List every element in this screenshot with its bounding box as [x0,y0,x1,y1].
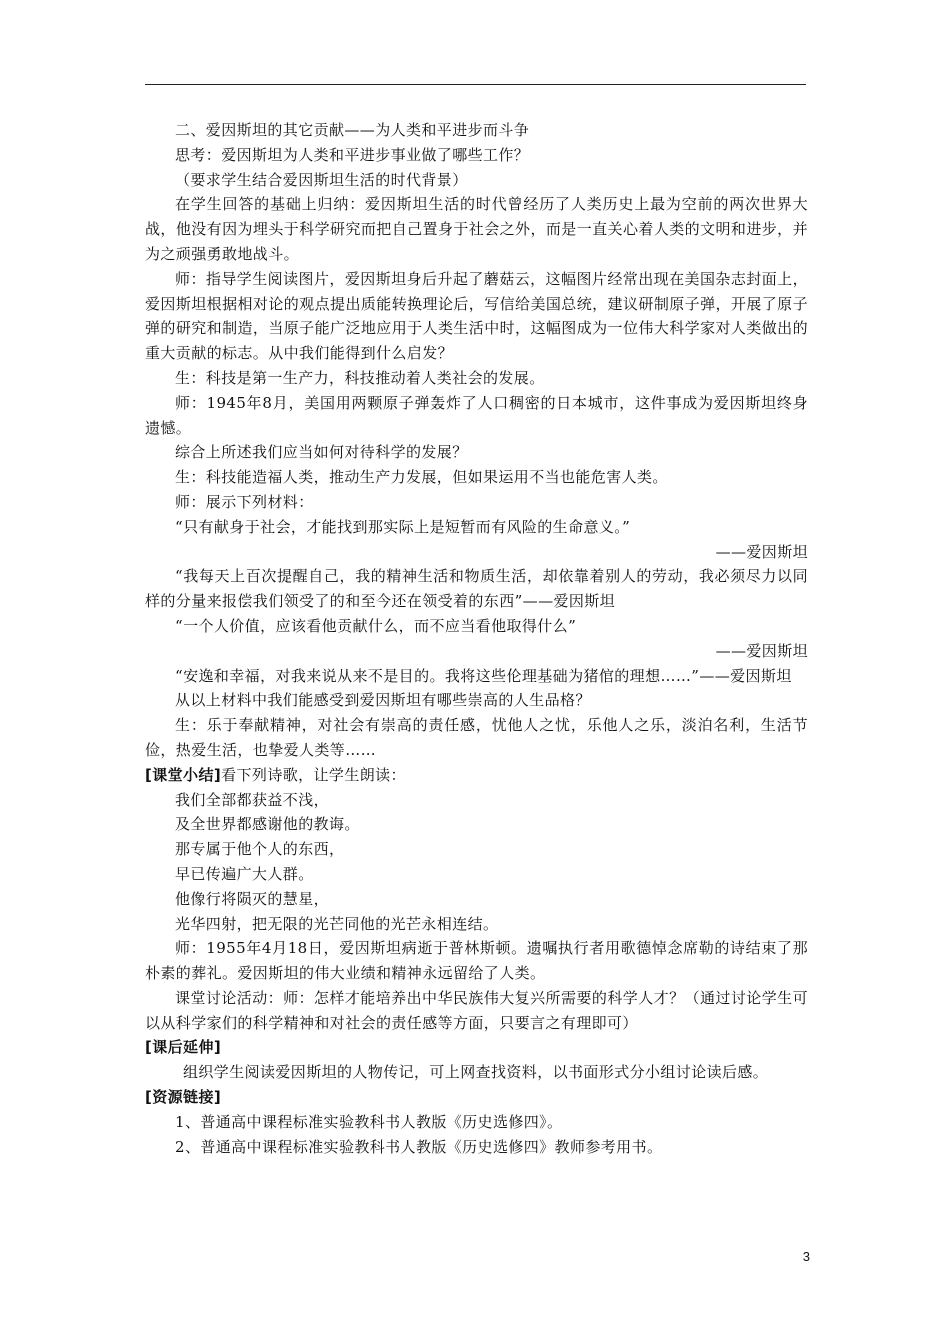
paragraph: 生：乐于奉献精神，对社会有崇高的责任感，忧他人之忧，乐他人之乐，淡泊名利，生活节俭，热爱生活，也挚爱人类等…… [145,716,808,759]
paragraph: 师：1945年8月，美国用两颗原子弹轰炸了人口稠密的日本城市，这件事成为爱因斯坦终身遗憾。 [145,393,808,437]
paragraph: 师：1955年4月18日，爱因斯坦病逝于普林斯顿。遗嘱执行者用歌德悼念席勒的诗结束了那朴素的葬礼。爱因斯坦的伟大业绩和精神永远留给了人类。 [145,939,808,983]
paragraph: 生：科技能造福人类，推动生产力发展，但如果运用不当也能危害人类。 [175,468,668,487]
summary-heading: [课堂小结] [145,765,222,784]
poem-line: 光华四射，把无限的光芒同他的光芒永相连结。 [175,914,499,933]
paragraph: 在学生回答的基础上归纳：爱因斯坦生活的时代曾经历了人类历史上最为空前的两次世界大战，他没有因为埋头于科学研究而把自己置身于社会之外，而是一直关心着人类的文明和进步，并为之顽强勇敢地战斗。 [145,195,808,263]
section-heading: 二、爱因斯坦的其它贡献——为人类和平进步而斗争 [175,121,530,139]
poem-line: 及全世界都感谢他的教诲。 [175,815,360,834]
quote-attribution: ——爱因斯坦 [715,641,808,660]
paragraph: 课堂讨论活动：师：怎样才能培养出中华民族伟大复兴所需要的科学人才？（通过讨论学生可以从科学家们的科学精神和对社会的责任感等方面，只要言之有理即可） [145,988,808,1032]
quote: “只有献身于社会，才能找到那实际上是短暂而有风险的生命意义。” [175,517,631,536]
resources-heading: [资源链接] [145,1088,222,1107]
paragraph: 思考：爱因斯坦为人类和平进步事业做了哪些工作？ [175,145,530,164]
extension-heading: [课后延伸] [145,1038,222,1057]
paragraph: 综合上所述我们应当如何对待科学的发展？ [175,443,468,462]
poem-line: 他像行将陨灭的慧星， [175,889,330,908]
paragraph: 师：展示下列材料： [175,492,314,511]
quote-attribution: ——爱因斯坦 [715,542,808,561]
paragraph: 从以上材料中我们能感受到爱因斯坦有哪些崇高的人生品格？ [175,691,591,710]
quote: “一个人价值，应该看他贡献什么，而不应当看他取得什么” [175,616,577,635]
poem-line: 那专属于他个人的东西， [175,840,345,859]
paragraph: 组织学生阅读爱因斯坦的人物传记，可上网查找资料，以书面形式分小组讨论读后感。 [183,1063,769,1082]
paragraph: 师：指导学生阅读图片，爱因斯坦身后升起了蘑菇云，这幅图片经常出现在美国杂志封面上，爱因斯坦根据相对论的观点提出质能转换理论后，写信给美国总统，建议研制原子弹，开展了原子弹的研究和制造，当原子能广泛地应用于人类生活中时，这幅图成为一位伟大科学家对人类做出的重大贡献的标志。从中我们能得到什么启发？ [145,269,808,363]
poem-line: 早已传遍广大人群。 [175,864,314,883]
paragraph: （要求学生结合爱因斯坦生活的时代背景） [175,170,468,189]
paragraph: 生：科技是第一生产力，科技推动着人类社会的发展。 [175,368,545,387]
quote: “我每天上百次提醒自己，我的精神生活和物质生活，却依靠着别人的劳动，我必须尽力以同样的分量来报偿我们领受了的和至今还在领受着的东西”——爱因斯坦 [145,567,808,611]
resource-item: 1、普通高中课程标准实验教科书人教版《历史选修四》。 [175,1112,563,1131]
resource-item: 2、普通高中课程标准实验教科书人教版《历史选修四》教师参考用书。 [175,1137,663,1156]
poem-line: 我们全部都获益不浅， [175,790,330,809]
summary-text: 看下列诗歌，让学生朗读： [221,765,406,784]
header-rule [145,84,806,85]
document-body [145,118,808,1159]
quote: “安逸和幸福，对我来说从来不是目的。我将这些伦理基础为猪倌的理想……”——爱因斯坦 [175,666,792,685]
summary-paragraph [145,763,808,788]
page-number: 3 [802,1249,810,1264]
